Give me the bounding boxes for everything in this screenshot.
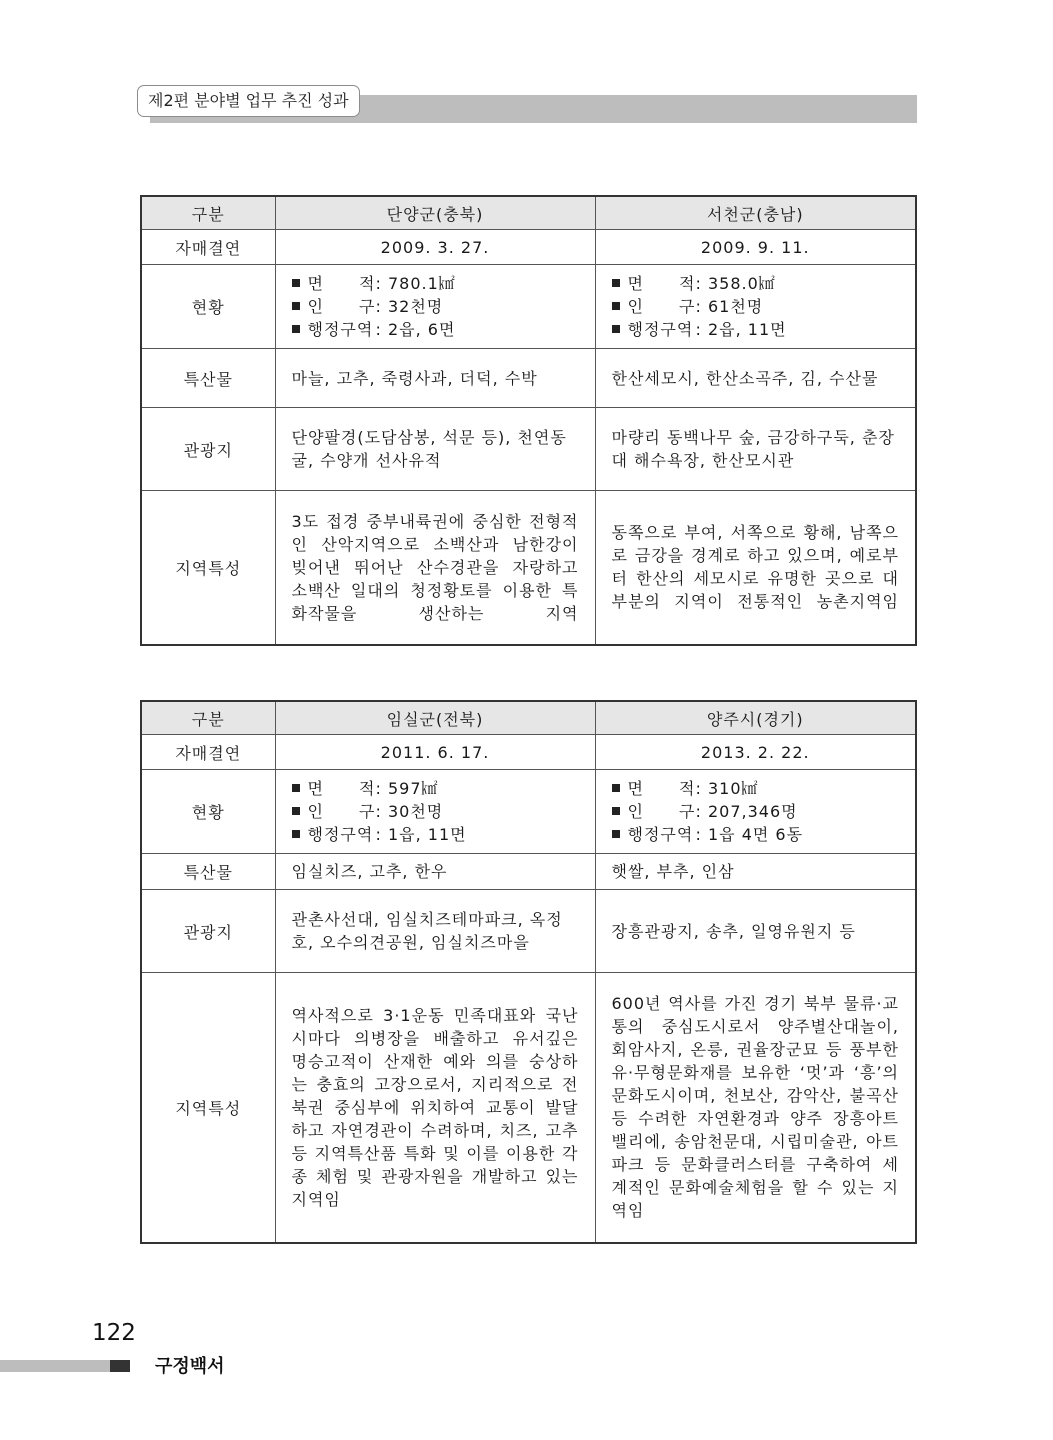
row-label-region: 지역특성 bbox=[141, 973, 275, 1243]
footer-bar bbox=[0, 1360, 110, 1372]
status-cell-2: 면 적: 310㎢ 인 구: 207,346명 행정구역 : 1읍 4면 6동 bbox=[595, 770, 916, 854]
page-number: 122 bbox=[92, 1320, 136, 1346]
header-city-2: 양주시(경기) bbox=[595, 701, 916, 735]
bullet-icon bbox=[612, 807, 620, 815]
bullet-icon bbox=[612, 302, 620, 310]
status-cell-2: 면 적: 358.0㎢ 인 구: 61천명 행정구역 : 2읍, 11면 bbox=[595, 265, 916, 349]
table-row bbox=[141, 854, 916, 890]
table-row bbox=[141, 491, 916, 645]
row-label-sister: 자매결연 bbox=[141, 230, 275, 265]
tour-2: 장흥관광지, 송추, 일영유원지 등 bbox=[595, 890, 916, 973]
status-cell-1: 면 적: 597㎢ 인 구: 30천명 행정구역 : 1읍, 11면 bbox=[275, 770, 595, 854]
row-label-status: 현황 bbox=[141, 265, 275, 349]
products-1: 마늘, 고추, 죽령사과, 더덕, 수박 bbox=[275, 349, 595, 408]
table-row bbox=[141, 735, 916, 770]
row-label-products: 특산물 bbox=[141, 854, 275, 890]
bullet-icon bbox=[612, 830, 620, 838]
footer-square bbox=[110, 1360, 130, 1372]
bullet-icon bbox=[292, 807, 300, 815]
region-2: 동쪽으로 부여, 서쪽으로 황해, 남쪽으로 금강을 경계로 하고 있으며, 예로부터 한산의 세모시로 유명한 곳으로 대부분의 지역이 전통적인 농촌지역임 bbox=[595, 491, 916, 645]
bullet-icon bbox=[292, 279, 300, 287]
row-label-tour: 관광지 bbox=[141, 408, 275, 491]
table-row bbox=[141, 349, 916, 408]
status-cell-1: 면 적: 780.1㎢ 인 구: 32천명 행정구역 : 2읍, 6면 bbox=[275, 265, 595, 349]
tour-1: 단양팔경(도담삼봉, 석문 등), 천연동굴, 수양개 선사유적 bbox=[275, 408, 595, 491]
table-row bbox=[141, 265, 916, 349]
sister-city-table-1 bbox=[140, 195, 917, 646]
header-category: 구분 bbox=[141, 196, 275, 230]
tour-1: 관촌사선대, 임실치즈테마파크, 옥정호, 오수의견공원, 임실치즈마을 bbox=[275, 890, 595, 973]
region-1: 역사적으로 3·1운동 민족대표와 국난시마다 의병장을 배출하고 유서깊은 명승고적이 산재한 예와 의를 숭상하는 충효의 고장으로서, 지리적으로 전북권 중심부에 위치하여 교통이 발달하고 자연경관이 수려하며, 치즈, 고추 등 지역특산품 특화 및 이를 이용한 각종 체험 및 관광자원을 개발하고 있는 지역임 bbox=[275, 973, 595, 1243]
table-row bbox=[141, 890, 916, 973]
section-title: 제2편 분야별 업무 추진 성과 bbox=[137, 85, 360, 117]
bullet-icon bbox=[292, 302, 300, 310]
table-row bbox=[141, 973, 916, 1243]
header-category: 구분 bbox=[141, 701, 275, 735]
row-label-region: 지역특성 bbox=[141, 491, 275, 645]
tour-2: 마량리 동백나무 숲, 금강하구둑, 춘장대 해수욕장, 한산모시관 bbox=[595, 408, 916, 491]
products-2: 한산세모시, 한산소곡주, 김, 수산물 bbox=[595, 349, 916, 408]
bullet-icon bbox=[612, 279, 620, 287]
row-label-sister: 자매결연 bbox=[141, 735, 275, 770]
sister-date-1: 2011. 6. 17. bbox=[275, 735, 595, 770]
sister-date-1: 2009. 3. 27. bbox=[275, 230, 595, 265]
bullet-icon bbox=[292, 784, 300, 792]
bullet-icon bbox=[612, 325, 620, 333]
products-2: 햇쌀, 부추, 인삼 bbox=[595, 854, 916, 890]
table-header-row bbox=[141, 701, 916, 735]
sister-city-table-2 bbox=[140, 700, 917, 1244]
table-row bbox=[141, 770, 916, 854]
table-row bbox=[141, 408, 916, 491]
header-city-1: 단양군(충북) bbox=[275, 196, 595, 230]
bullet-icon bbox=[292, 325, 300, 333]
row-label-products: 특산물 bbox=[141, 349, 275, 408]
products-1: 임실치즈, 고추, 한우 bbox=[275, 854, 595, 890]
bullet-icon bbox=[612, 784, 620, 792]
book-title: 구정백서 bbox=[155, 1356, 225, 1377]
region-1: 3도 접경 중부내륙권에 중심한 전형적인 산악지역으로 소백산과 남한강이 빚어낸 뛰어난 산수경관을 자랑하고 소백산 일대의 청정황토를 이용한 특화작물을 생산하는 지역 bbox=[275, 491, 595, 645]
table-header-row bbox=[141, 196, 916, 230]
region-2: 600년 역사를 가진 경기 북부 물류·교통의 중심도시로서 양주별산대놀이, 회암사지, 온릉, 권율장군묘 등 풍부한 유·무형문화재를 보유한 ‘멋’과 ‘흥’의 문화도시이며, 천보산, 감악산, 불곡산 등 수려한 자연환경과 양주 장흥아트밸리에, 송암천문대, 시립미술관, 아트파크 등 문화클러스터를 구축하여 세계적인 문화예술체험을 할 수 있는 지역임 bbox=[595, 973, 916, 1243]
sister-date-2: 2009. 9. 11. bbox=[595, 230, 916, 265]
row-label-status: 현황 bbox=[141, 770, 275, 854]
table-row bbox=[141, 230, 916, 265]
row-label-tour: 관광지 bbox=[141, 890, 275, 973]
bullet-icon bbox=[292, 830, 300, 838]
header-city-2: 서천군(충남) bbox=[595, 196, 916, 230]
header-city-1: 임실군(전북) bbox=[275, 701, 595, 735]
sister-date-2: 2013. 2. 22. bbox=[595, 735, 916, 770]
